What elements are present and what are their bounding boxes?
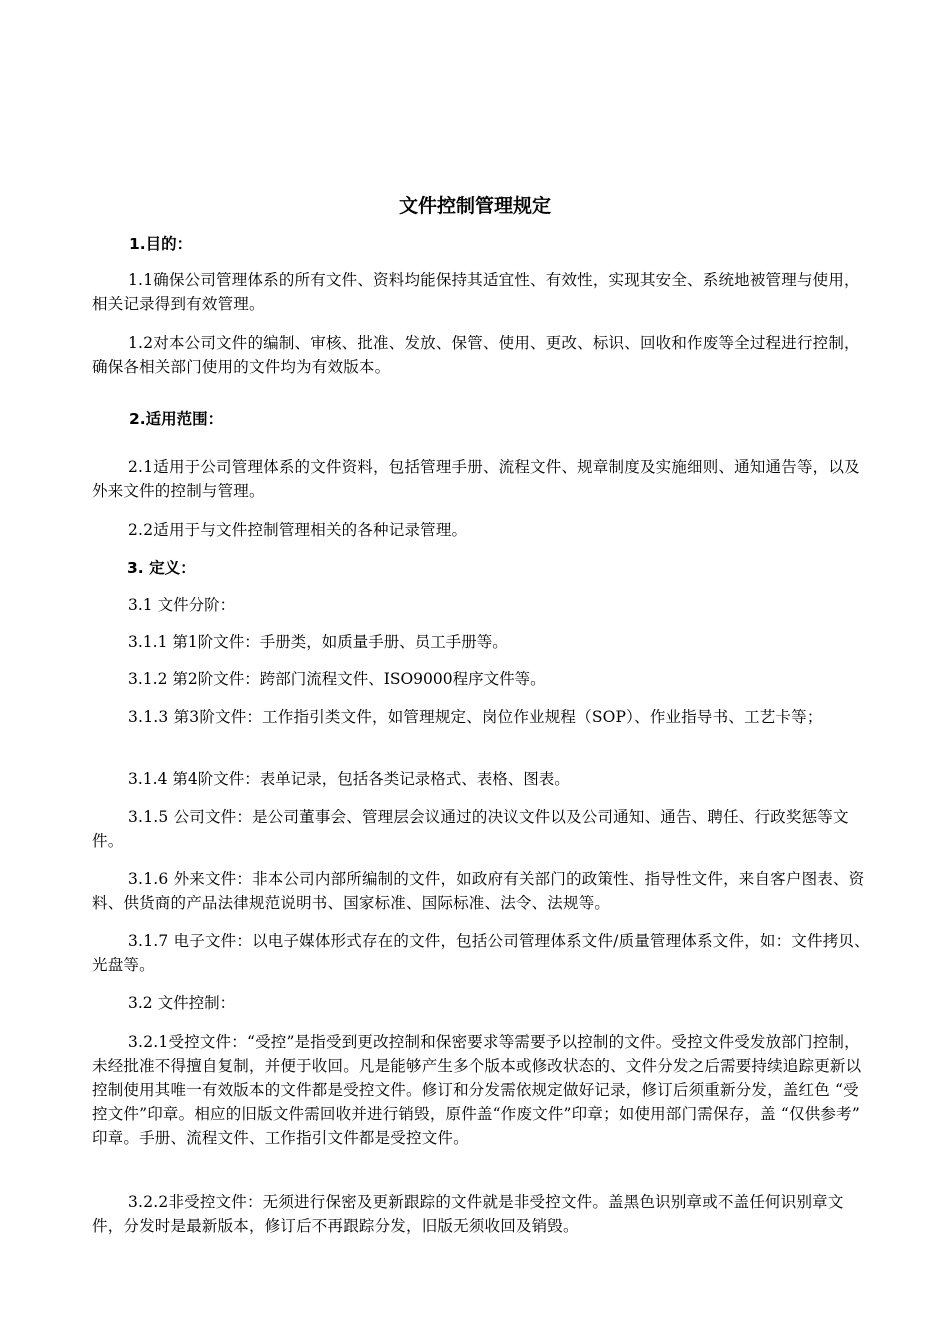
paragraph-3-1-7: 3.1.7 电子文件：以电子媒体形式存在的文件，包括公司管理体系文件/质量管理体系文件，如：文件拷贝、光盘等。 — [92, 932, 870, 974]
paragraph-3-1-5: 3.1.5 公司文件：是公司董事会、管理层会议通过的决议文件以及公司通知、通告、聘任、行政奖惩等文件。 — [92, 808, 849, 850]
paragraph-3-1-3: 3.1.3 第3阶文件：工作指引类文件，如管理规定、岗位作业规程（SOP）、作业指导书、工艺卡等； — [128, 708, 823, 726]
section-3-heading: 3. 定义： — [127, 559, 196, 577]
line-3-1-1: 3.1.1 第1阶文件：手册类，如质量手册、员工手册等。 — [128, 633, 508, 651]
paragraph-1-2: 1.2对本公司文件的编制、审核、批准、发放、保管、使用、更改、标识、回收和作废等全过程进行控制，确保各相关部门使用的文件均为有效版本。 — [92, 334, 860, 376]
paragraph-2-1: 2.1适用于公司管理体系的文件资料，包括管理手册、流程文件、规章制度及实施细则、通知通告等，以及外来文件的控制与管理。 — [92, 458, 860, 500]
document-title: 文件控制管理规定 — [398, 195, 551, 217]
line-3-1-4: 3.1.4 第4阶文件：表单记录，包括各类记录格式、表格、图表。 — [128, 770, 570, 788]
section-1-heading: 1.目的： — [129, 235, 193, 253]
line-3-1-2: 3.1.2 第2阶文件：跨部门流程文件、ISO9000程序文件等。 — [128, 670, 546, 688]
paragraph-1-1: 1.1确保公司管理体系的所有文件、资料均能保持其适宜性、有效性，实现其安全、系统地被管理与使用，相关记录得到有效管理。 — [92, 271, 860, 313]
paragraph-2-2: 2.2适用于与文件控制管理相关的各种记录管理。 — [128, 521, 468, 539]
line-3-2: 3.2 文件控制： — [128, 994, 236, 1012]
section-2-heading: 2.适用范围： — [129, 410, 224, 428]
line-3-1: 3.1 文件分阶： — [128, 596, 236, 614]
paragraph-3-2-2: 3.2.2非受控文件：无须进行保密及更新跟踪的文件就是非受控文件。盖黑色识别章或不盖任何识别章文件，分发时是最新版本，修订后不再跟踪分发，旧版无须收回及销毁。 — [92, 1193, 844, 1235]
paragraph-3-2-1: 3.2.1受控文件：“受控”是指受到更改控制和保密要求等需要予以控制的文件。受控文件受发放部门控制，未经批准不得擅自复制，并便于收回。凡是能够产生多个版本或修改状态的、文件分发之后需要持续追踪更新以控制使用其唯一有效版本的文件都是受控文件。修订和分发需依规定做好记录，修订后须重新分发，盖红色 “受控文件”印章。相应的旧版文件需回收并进行销毁，原件盖“作废文件”印章；如使用部门需保存，盖 “仅供参考” 印章。手册、流程文件、工作指引文件都是受控文件。 — [92, 1033, 862, 1147]
paragraph-3-1-6: 3.1.6 外来文件：非本公司内部所编制的文件，如政府有关部门的政策性、指导性文件，来自客户图表、资料、供货商的产品法律规范说明书、国家标准、国际标准、法令、法规等。 — [92, 870, 865, 912]
